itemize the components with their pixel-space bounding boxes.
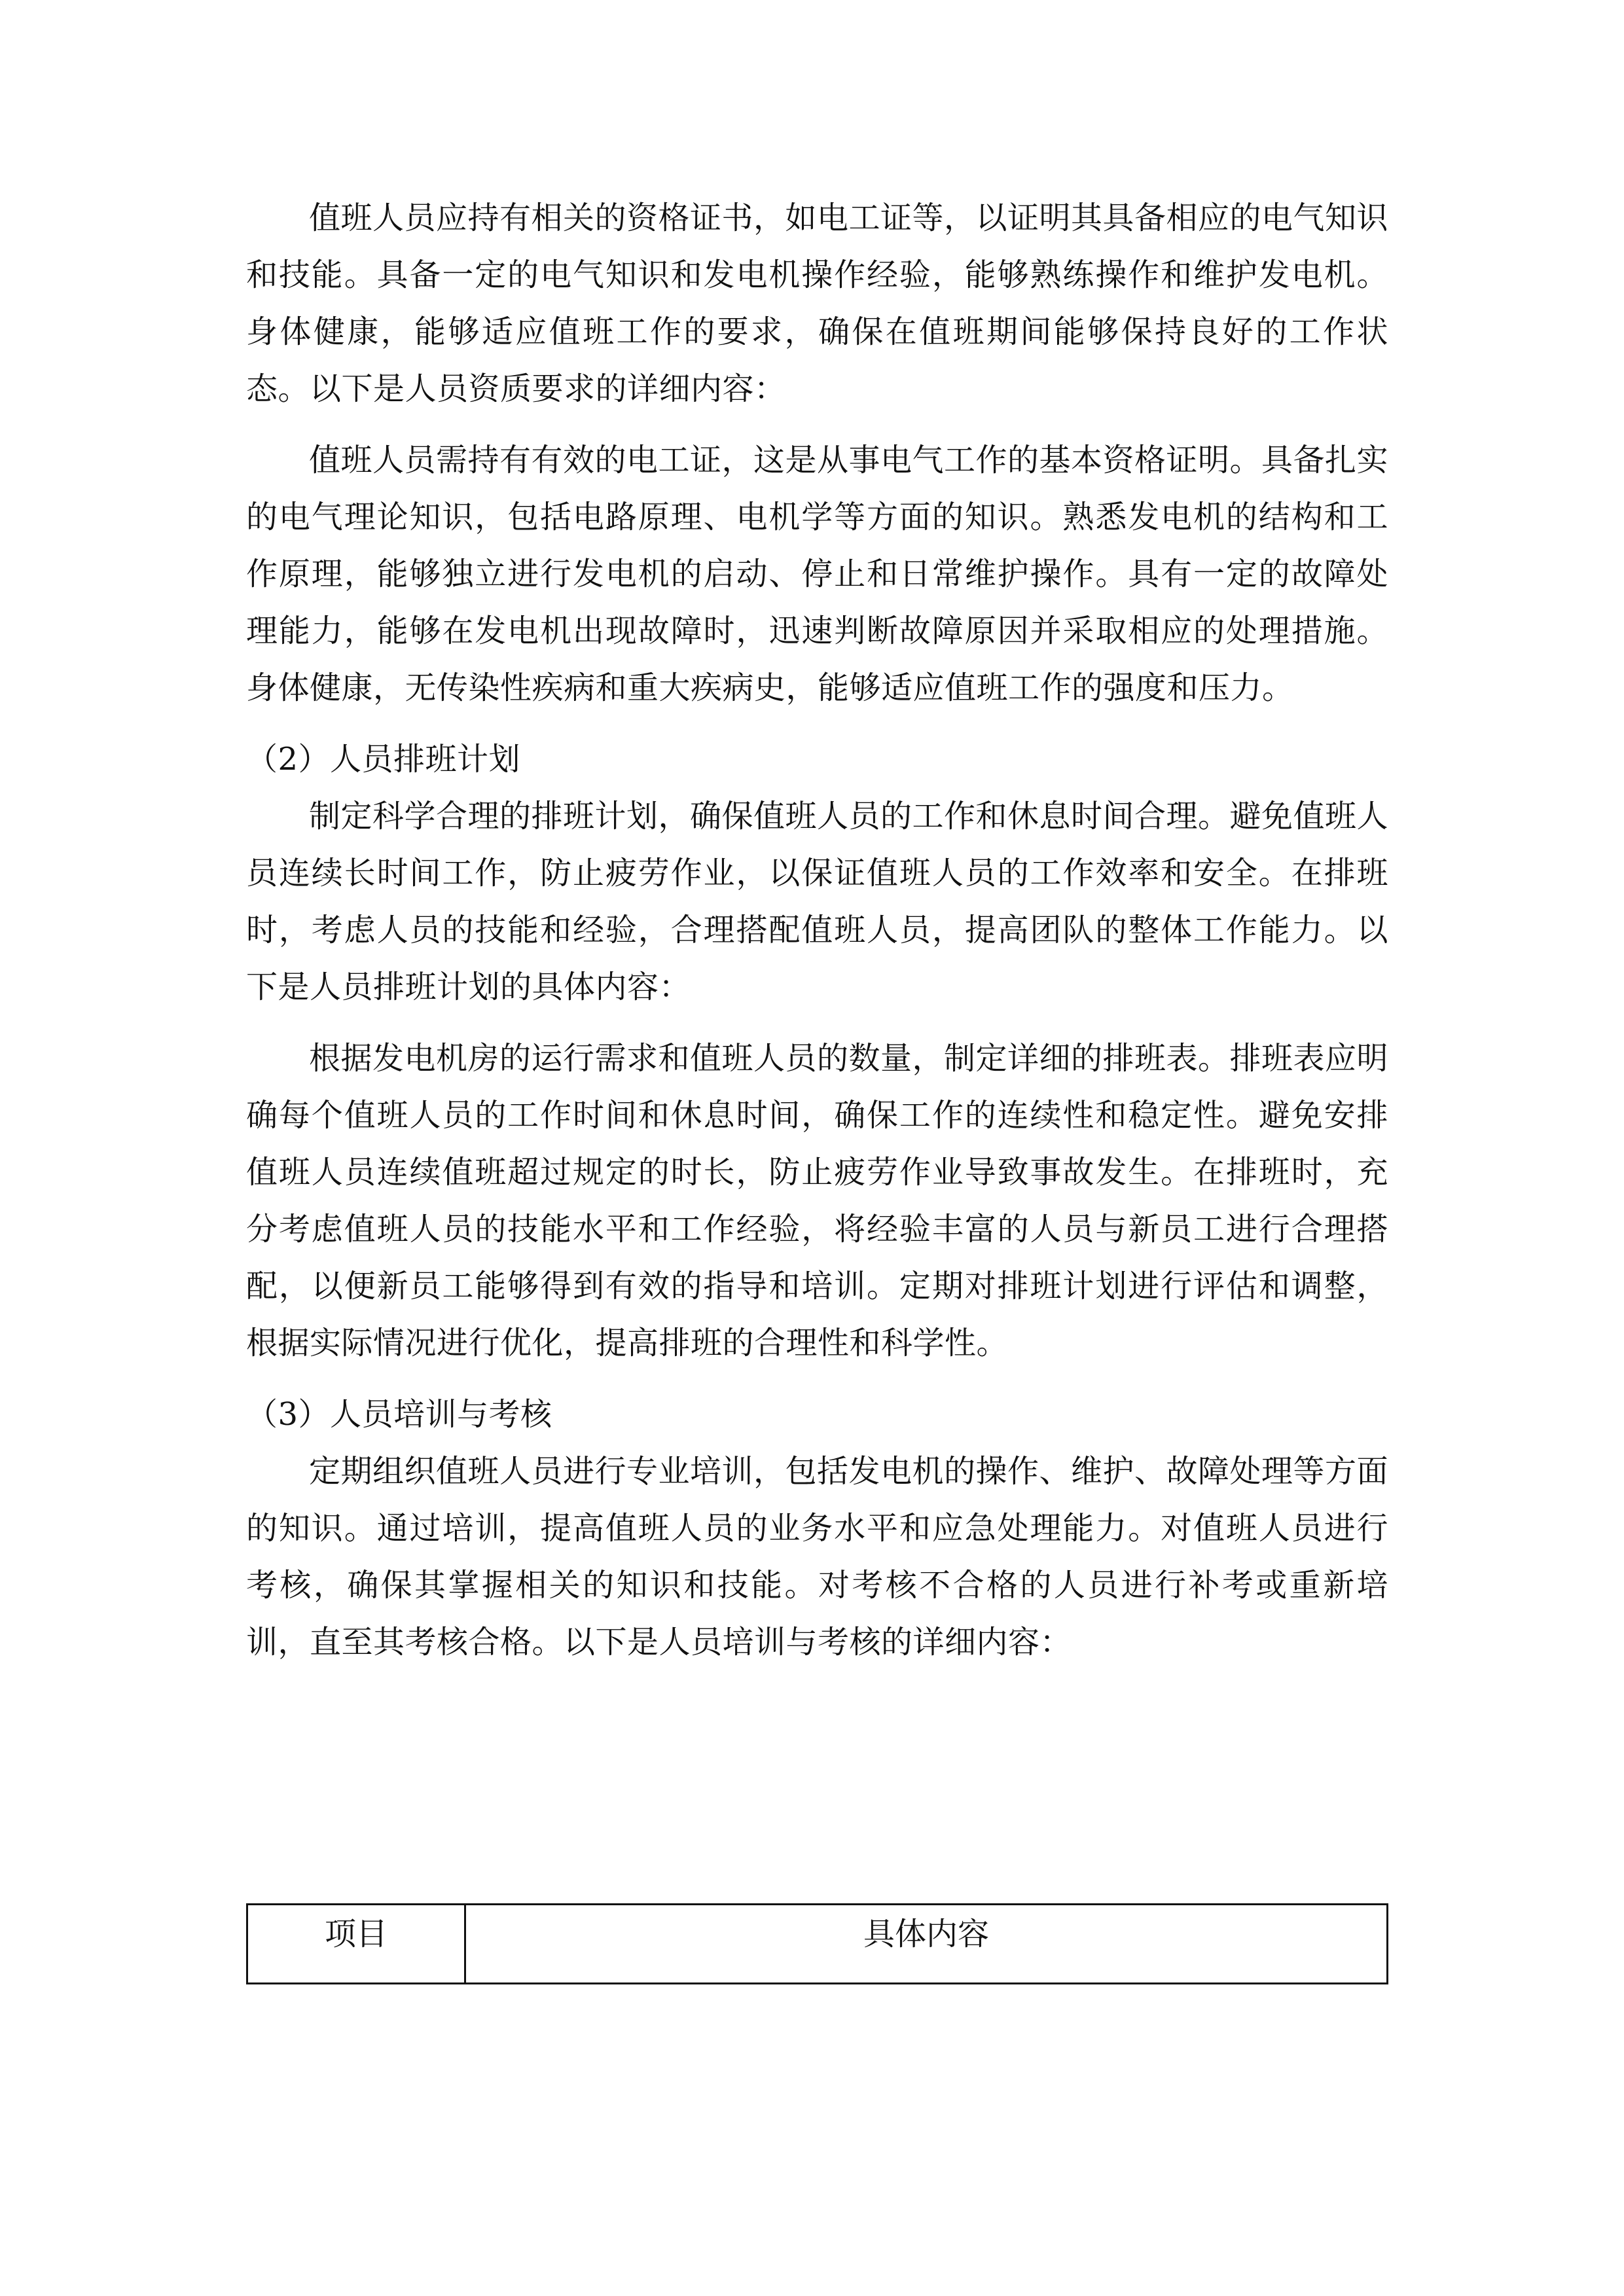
document-body <box>246 190 1388 1685</box>
qualification-detail-paragraph: 值班人员需持有有效的电工证，这是从事电气工作的基本资格证明。具备扎实的电气理论知识，包括电路原理、电机学等方面的知识。熟悉发电机的结构和工作原理，能够独立进行发电机的启动、停止和日常维护操作。具有一定的故障处理能力，能够在发电机出现故障时，迅速判断故障原因并采取相应的处理措施。身体健康，无传染性疾病和重大疾病史，能够适应值班工作的强度和压力。 <box>246 442 1389 706</box>
training-section-heading: （3）人员培训与考核 <box>246 1396 552 1433</box>
table-header-item: 项目 <box>248 1905 466 1982</box>
schedule-detail-paragraph: 根据发电机房的运行需求和值班人员的数量，制定详细的排班表。排班表应明确每个值班人员的工作时间和休息时间，确保工作的连续性和稳定性。避免安排值班人员连续值班超过规定的时长，防止疲劳作业导致事故发生。在排班时，充分考虑值班人员的技能水平和工作经验，将经验丰富的人员与新员工进行合理搭配，以便新员工能够得到有效的指导和培训。定期对排班计划进行评估和调整，根据实际情况进行优化，提高排班的合理性和科学性。 <box>246 1040 1389 1361</box>
training-table <box>246 1903 1388 1984</box>
table-header-detail: 具体内容 <box>863 1916 989 1952</box>
schedule-summary-paragraph: 制定科学合理的排班计划，确保值班人员的工作和休息时间合理。避免值班人员连续长时间工作，防止疲劳作业，以保证值班人员的工作效率和安全。在排班时，考虑人员的技能和经验，合理搭配值班人员，提高团队的整体工作能力。以下是人员排班计划的具体内容： <box>246 798 1389 1005</box>
training-summary-paragraph: 定期组织值班人员进行专业培训，包括发电机的操作、维护、故障处理等方面的知识。通过培训，提高值班人员的业务水平和应急处理能力。对值班人员进行考核，确保其掌握相关的知识和技能。对考核不合格的人员进行补考或重新培训，直至其考核合格。以下是人员培训与考核的详细内容： <box>246 1453 1389 1660</box>
schedule-section-heading: （2）人员排班计划 <box>246 741 521 778</box>
qualification-summary-paragraph: 值班人员应持有相关的资格证书，如电工证等，以证明其具备相应的电气知识和技能。具备一定的电气知识和发电机操作经验，能够熟练操作和维护发电机。身体健康，能够适应值班工作的要求，确保在值班期间能够保持良好的工作状态。以下是人员资质要求的详细内容： <box>246 200 1389 407</box>
